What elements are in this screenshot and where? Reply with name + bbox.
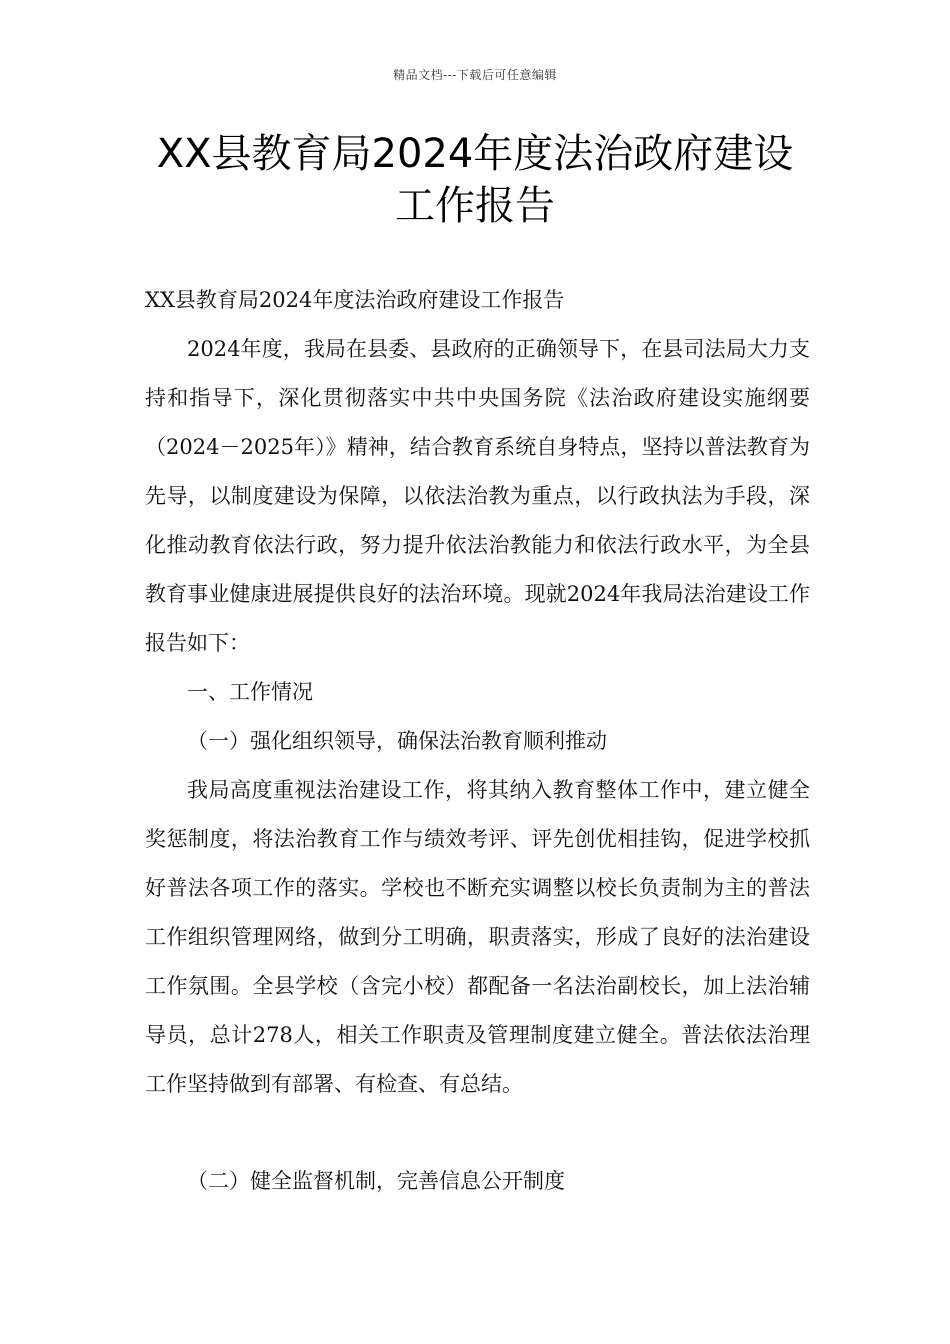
- subsection-heading-1: （一）强化组织领导，确保法治教育顺利推动: [187, 729, 607, 753]
- subsection-body-1: 我局高度重视法治建设工作，将其纳入教育整体工作中，建立健全奖惩制度，将法治教育工作与绩效考评、评先创优相挂钩，促进学校抓好普法各项工作的落实。学校也不断充实调整以校长负责制为主的普法工作组织管理网络，做到分工明确，职责落实，形成了良好的法治建设工作氛围。全县学校（含完小校）都配备一名法治副校长，加上法治辅导员，总计278人，相关工作职责及管理制度建立健全。普法依法治理工作坚持做到有部署、有检查、有总结。: [145, 778, 810, 1096]
- document-body: [145, 276, 810, 1206]
- subsection-heading-2: （二）健全监督机制，完善信息公开制度: [187, 1169, 565, 1193]
- header-note: 精品文档---下载后可任意编辑: [393, 68, 557, 82]
- title-repeat-line: XX县教育局2024年度法治政府建设工作报告: [145, 288, 565, 312]
- document-title: XX县教育局2024年度法治政府建设工作报告: [156, 131, 794, 229]
- intro-paragraph: 2024年度，我局在县委、县政府的正确领导下，在县司法局大力支持和指导下，深化贯彻落实中共中央国务院《法治政府建设实施纲要（2024－2025年）》精神，结合教育系统自身特点，坚持以普法教育为先导，以制度建设为保障，以依法治教为重点，以行政执法为手段，深化推动教育依法行政，努力提升依法治教能力和依法行政水平，为全县教育事业健康进展提供良好的法治环境。现就2024年我局法治建设工作报告如下：: [145, 337, 810, 655]
- section-heading-1: 一、工作情况: [187, 680, 313, 704]
